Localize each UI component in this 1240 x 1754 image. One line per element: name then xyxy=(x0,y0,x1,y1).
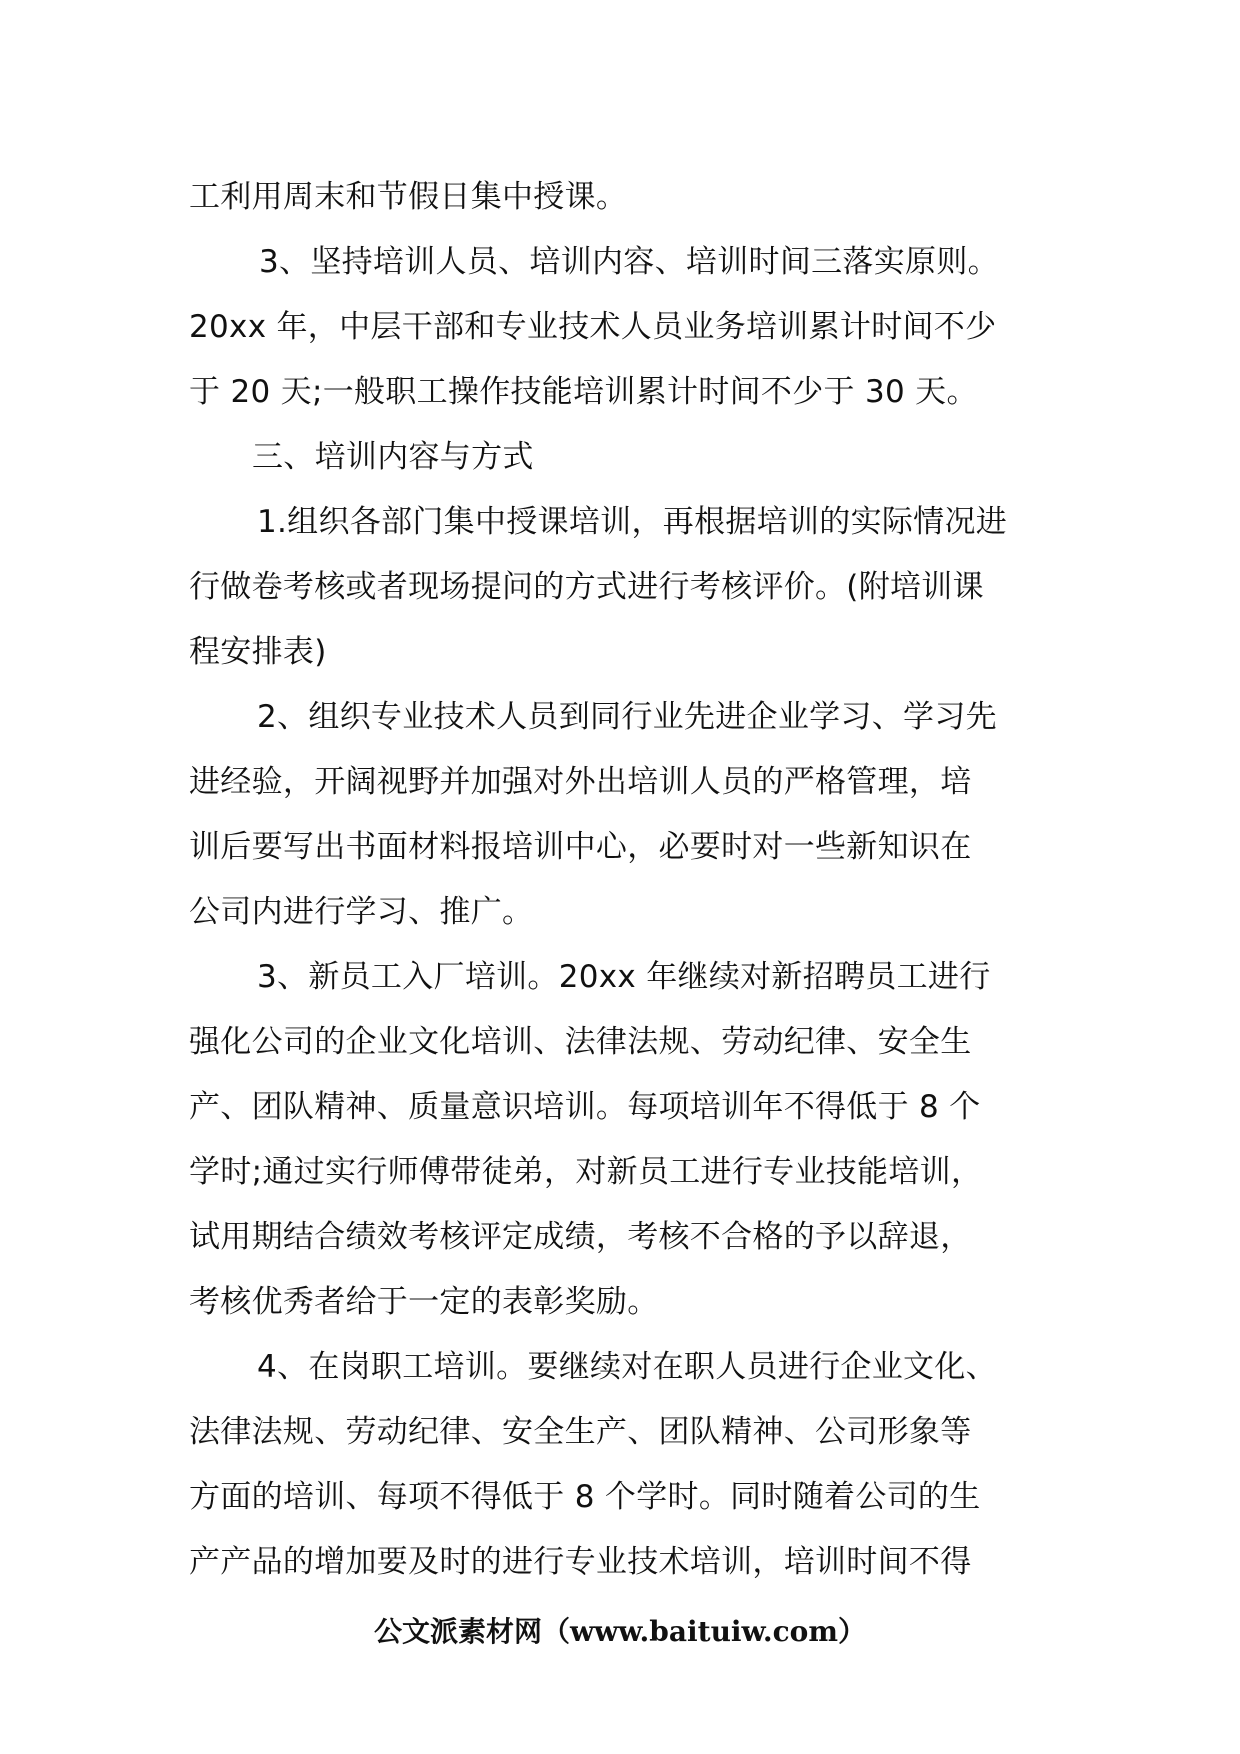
text-line: 3、坚持培训人员、培训内容、培训时间三落实原则。 xyxy=(259,244,999,280)
text-line: 行做卷考核或者现场提问的方式进行考核评价。(附培训课 xyxy=(189,569,984,605)
text-line: 2、组织专业技术人员到同行业先进企业学习、学习先 xyxy=(257,699,997,735)
text-line: 强化公司的企业文化培训、法律法规、劳动纪律、安全生 xyxy=(189,1024,972,1060)
text-line: 于 20 天;一般职工操作技能培训累计时间不少于 30 天。 xyxy=(189,374,978,410)
text-line: 进经验，开阔视野并加强对外出培训人员的严格管理，培 xyxy=(189,764,972,800)
text-line: 考核优秀者给于一定的表彰奖励。 xyxy=(189,1284,659,1320)
text-line: 学时;通过实行师傅带徒弟，对新员工进行专业技能培训， xyxy=(189,1154,983,1190)
footer-source-text: 公文派素材网（www.baituiw.com） xyxy=(374,1615,866,1648)
text-line: 训后要写出书面材料报培训中心，必要时对一些新知识在 xyxy=(189,829,972,865)
text-line: 法律法规、劳动纪律、安全生产、团队精神、公司形象等 xyxy=(189,1414,972,1450)
text-line: 3、新员工入厂培训。20xx 年继续对新招聘员工进行 xyxy=(257,959,991,995)
section-heading: 三、培训内容与方式 xyxy=(252,439,534,475)
text-line: 公司内进行学习、推广。 xyxy=(189,894,534,930)
text-line: 产产品的增加要及时的进行专业技术培训，培训时间不得 xyxy=(189,1544,972,1580)
text-line: 4、在岗职工培训。要继续对在职人员进行企业文化、 xyxy=(257,1349,997,1385)
text-line: 程安排表) xyxy=(189,634,327,670)
text-line: 试用期结合绩效考核评定成绩，考核不合格的予以辞退， xyxy=(189,1219,972,1255)
text-line: 工利用周末和节假日集中授课。 xyxy=(189,179,628,215)
text-line: 产、团队精神、质量意识培训。每项培训年不得低于 8 个 xyxy=(189,1089,981,1125)
text-line: 方面的培训、每项不得低于 8 个学时。同时随着公司的生 xyxy=(189,1479,981,1515)
text-line: 20xx 年，中层干部和专业技术人员业务培训累计时间不少 xyxy=(189,309,997,345)
text-line: 1.组织各部门集中授课培训，再根据培训的实际情况进 xyxy=(257,504,1008,540)
